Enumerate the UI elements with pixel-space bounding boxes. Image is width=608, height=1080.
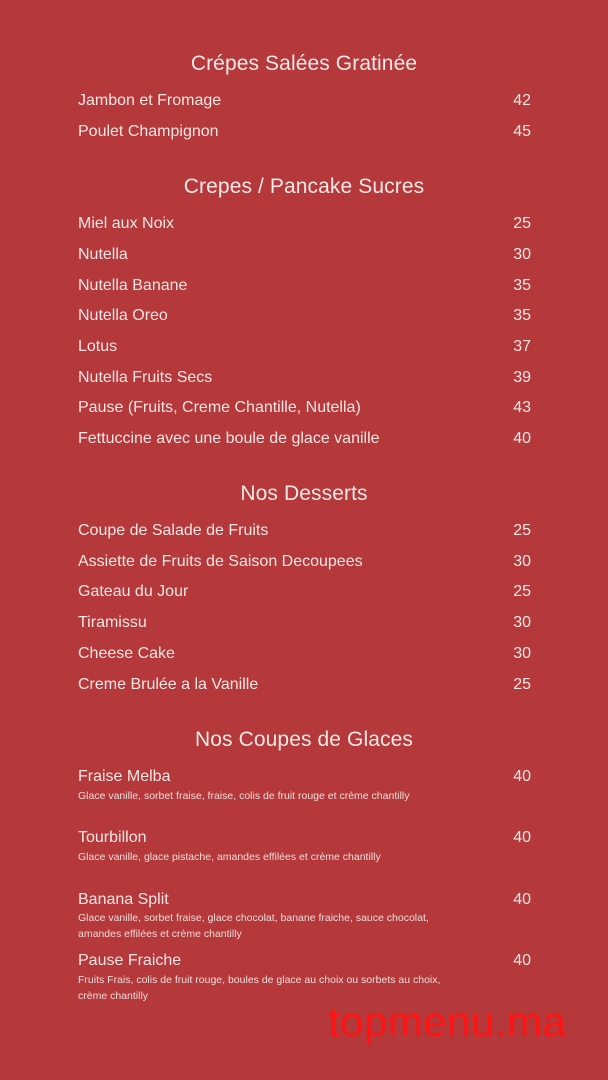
menu-item	[78, 552, 531, 572]
item-name: Fraise Melba	[78, 768, 171, 785]
item-description-line: crème chantilly	[78, 990, 149, 1002]
item-price: 40	[513, 768, 531, 785]
section-title-crepes-sucres: Crepes / Pancake Sucres	[183, 175, 425, 198]
item-price: 42	[513, 92, 531, 109]
item-price: 30	[513, 246, 531, 263]
item-price: 30	[513, 553, 531, 570]
menu-item	[78, 398, 531, 418]
item-price: 40	[513, 829, 531, 846]
item-price: 39	[513, 369, 531, 386]
item-name: Coupe de Salade de Fruits	[78, 522, 269, 539]
item-name: Fettuccine avec une boule de glace vanille	[78, 430, 380, 447]
item-name: Nutella Oreo	[78, 307, 168, 324]
item-name: Assiette de Fruits de Saison Decoupees	[78, 553, 363, 570]
item-description-line: Glace vanille, sorbet fraise, glace chocolat, banane fraiche, sauce chocolat,	[78, 912, 429, 924]
item-description-line: Fruits Frais, colis de fruit rouge, boules de glace au choix ou sorbets au choix,	[78, 974, 441, 986]
item-name: Nutella Fruits Secs	[78, 369, 213, 386]
item-price: 40	[513, 952, 531, 969]
item-price: 40	[513, 891, 531, 908]
item-price: 25	[513, 215, 531, 232]
menu-item	[78, 582, 531, 602]
item-name: Jambon et Fromage	[78, 92, 222, 109]
menu-item	[78, 91, 531, 111]
item-name: Banana Split	[78, 891, 169, 908]
item-name: Nutella	[78, 246, 128, 263]
item-price: 40	[513, 430, 531, 447]
menu-item	[78, 613, 531, 633]
item-name: Tourbillon	[78, 829, 147, 846]
item-name: Pause (Fruits, Creme Chantille, Nutella)	[78, 399, 361, 416]
item-description-line: amandes effilées et crème chantilly	[78, 928, 242, 940]
item-price: 45	[513, 123, 531, 140]
menu-item	[78, 767, 531, 787]
item-price: 30	[513, 645, 531, 662]
menu-item	[78, 890, 531, 910]
item-name: Nutella Banane	[78, 277, 188, 294]
item-name: Cheese Cake	[78, 645, 175, 662]
menu-item	[78, 521, 531, 541]
menu-item	[78, 214, 531, 234]
item-name: Pause Fraiche	[78, 952, 182, 969]
item-description: Glace vanille, glace pistache, amandes effilées et crème chantilly	[78, 851, 381, 863]
item-price: 30	[513, 614, 531, 631]
menu-item	[78, 368, 531, 388]
item-name: Tiramissu	[78, 614, 147, 631]
menu-item	[78, 828, 531, 848]
item-price: 35	[513, 277, 531, 294]
item-price: 35	[513, 307, 531, 324]
menu-item	[78, 429, 531, 449]
menu-item	[78, 644, 531, 664]
item-price: 43	[513, 399, 531, 416]
item-price: 25	[513, 522, 531, 539]
menu-item	[78, 337, 531, 357]
item-name: Gateau du Jour	[78, 583, 189, 600]
menu-item	[78, 122, 531, 142]
item-description: Glace vanille, sorbet fraise, fraise, colis de fruit rouge et crème chantilly	[78, 790, 410, 802]
watermark: topmenu.ma	[328, 998, 567, 1045]
item-name: Lotus	[78, 338, 118, 355]
section-title-coupes-glaces: Nos Coupes de Glaces	[195, 728, 413, 751]
item-name: Miel aux Noix	[78, 215, 175, 232]
item-name: Creme Brulée a la Vanille	[78, 676, 259, 693]
item-price: 37	[513, 338, 531, 355]
menu-item	[78, 245, 531, 265]
item-name: Poulet Champignon	[78, 123, 219, 140]
menu-item	[78, 306, 531, 326]
section-title-desserts: Nos Desserts	[240, 482, 368, 505]
menu-item	[78, 675, 531, 695]
menu-item	[78, 951, 531, 971]
item-price: 25	[513, 583, 531, 600]
section-title-crepes-salees: Crépes Salées Gratinée	[190, 52, 418, 75]
menu-item	[78, 276, 531, 296]
item-price: 25	[513, 676, 531, 693]
